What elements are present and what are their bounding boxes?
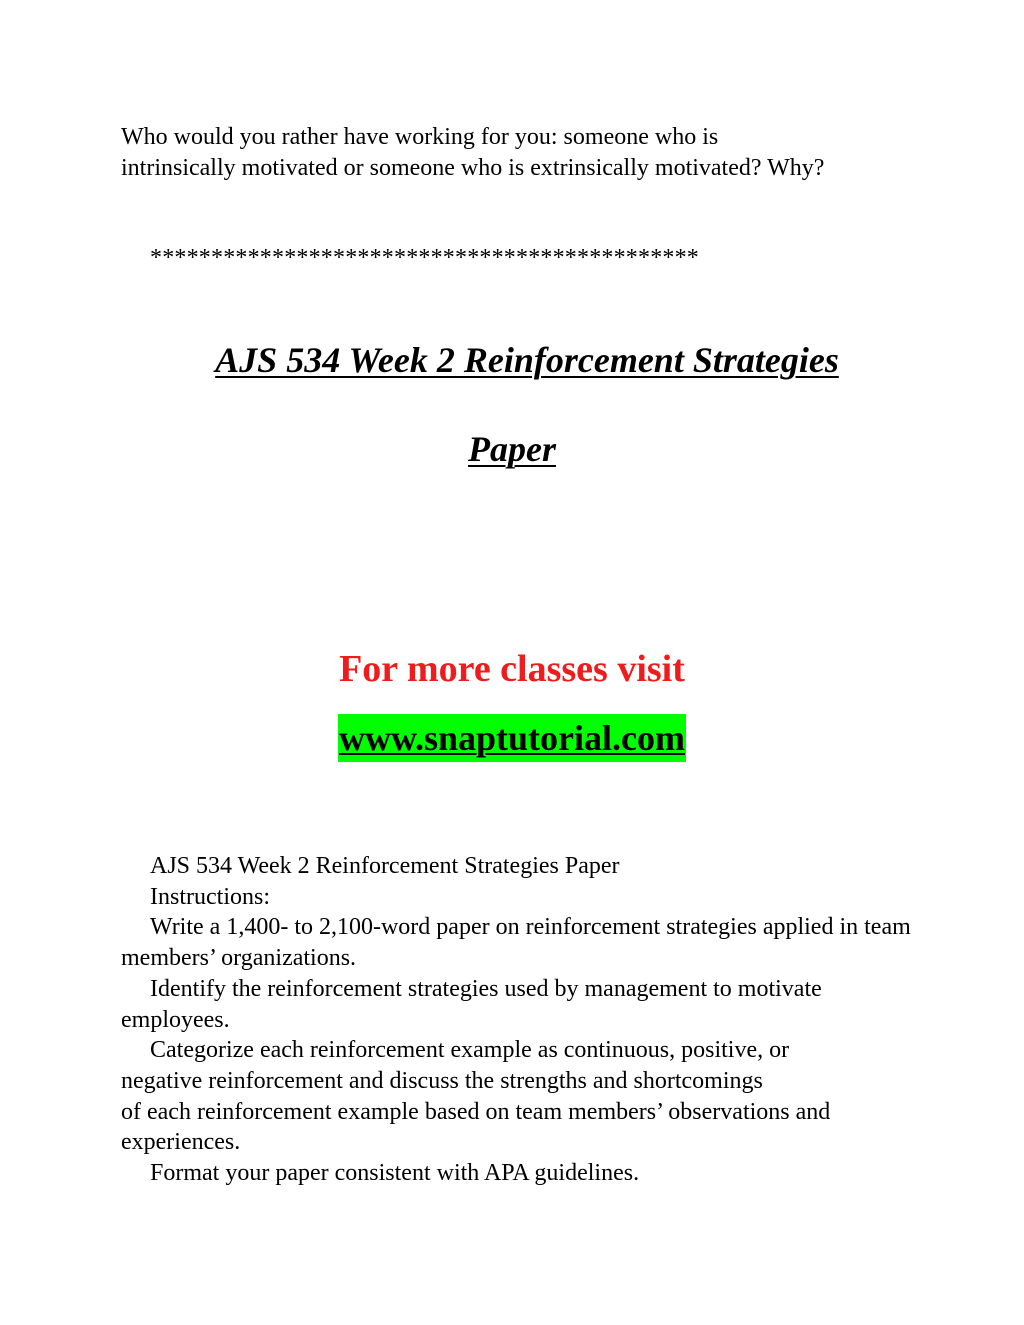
instructions-label: Instructions: (150, 883, 270, 910)
instruction-item-1: Write a 1,400- to 2,100-word paper on reinforcement strategies applied in team members’ organizations. (121, 914, 911, 972)
instruction-item-2: Identify the reinforcement strategies used by management to motivate employees. (121, 975, 822, 1033)
page-title-line-2: Paper (468, 429, 556, 469)
page-title-line-1: AJS 534 Week 2 Reinforcement Strategies (215, 340, 839, 380)
discussion-question (121, 122, 824, 184)
instruction-item-4: Format your paper consistent with APA guidelines. (150, 1160, 640, 1187)
promo-link-container (0, 714, 1024, 762)
instruction-item-3b: of each reinforcement example based on team members’ observations and experiences. (121, 1098, 831, 1156)
snaptutorial-link[interactable]: www.snaptutorial.com (338, 714, 686, 762)
assignment-heading: AJS 534 Week 2 Reinforcement Strategies Paper (150, 853, 620, 879)
question-line-1: Who would you rather have working for you: someone who is (121, 124, 719, 150)
instruction-item-3a: Categorize each reinforcement example as continuous, positive, or negative reinforcement and discuss the strengths and shortcomings (121, 1037, 790, 1094)
question-line-2: intrinsically motivated or someone who is extrinsically motivated? Why? (121, 155, 825, 181)
promo-text: For more classes visit (339, 648, 685, 690)
assignment-body (121, 851, 921, 1189)
asterisk-separator: ********************************************* (150, 245, 699, 271)
